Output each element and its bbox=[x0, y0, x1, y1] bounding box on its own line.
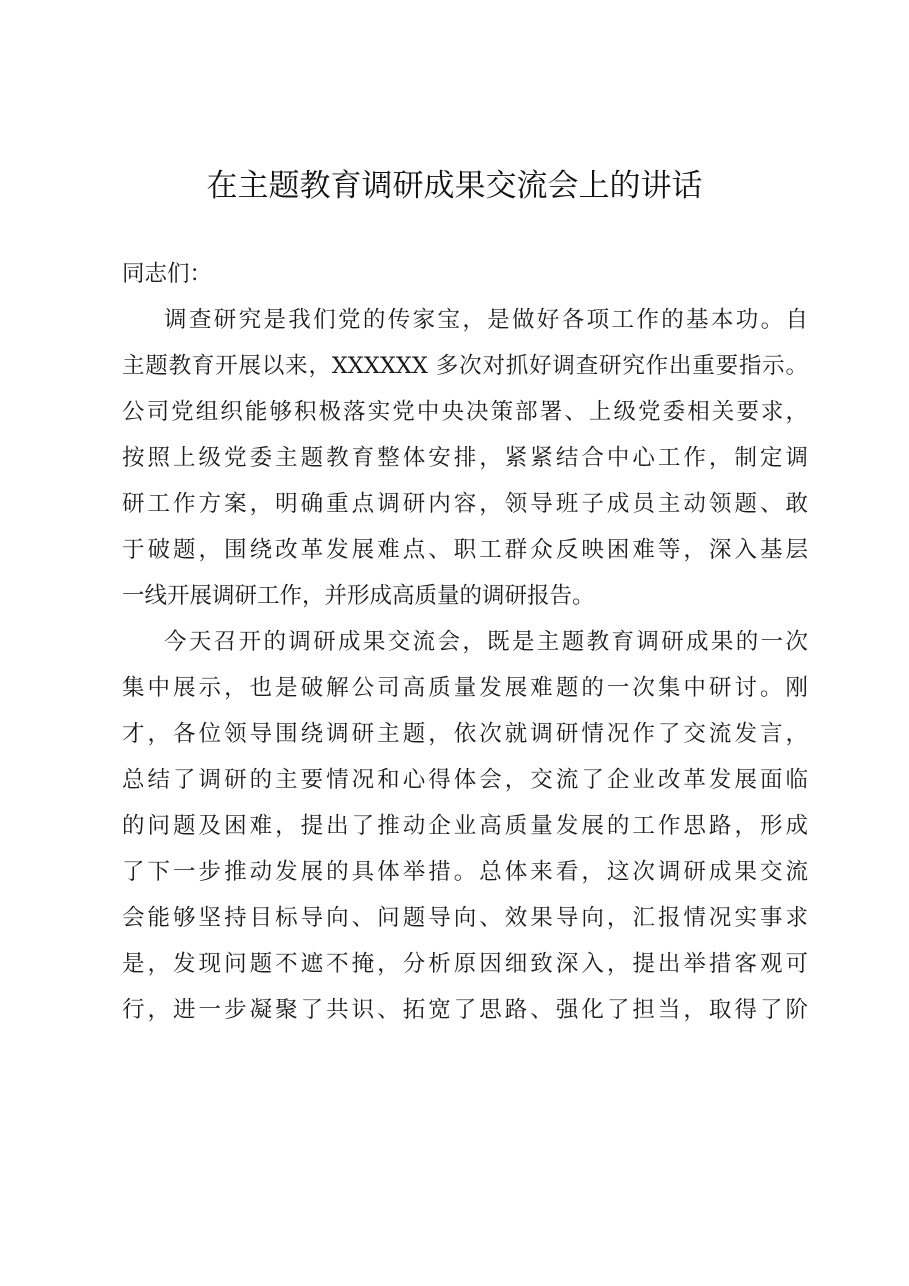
document-body bbox=[122, 251, 808, 1079]
paragraph-line: 的问题及困难，提出了推动企业高质量发展的工作思路，形成 bbox=[122, 813, 808, 839]
paragraph-line: 公司党组织能够积极落实党中央决策部署、上级党委相关要求， bbox=[122, 399, 808, 425]
paragraph-line: 调查研究是我们党的传家宝，是做好各项工作的基本功。自 bbox=[164, 307, 808, 333]
paragraph-line: 今天召开的调研成果交流会，既是主题教育调研成果的一次 bbox=[164, 629, 808, 655]
paragraph-line: 一线开展调研工作，并形成高质量的调研报告。 bbox=[122, 583, 595, 609]
paragraph-line: 主题教育开展以来，XXXXXX 多次对抓好调查研究作出重要指示。 bbox=[122, 353, 808, 379]
paragraph-line: 行，进一步凝聚了共识、拓宽了思路、强化了担当，取得了阶 bbox=[122, 997, 808, 1023]
paragraph-line: 按照上级党委主题教育整体安排，紧紧结合中心工作，制定调 bbox=[122, 445, 808, 471]
paragraph-2 bbox=[122, 619, 808, 1079]
paragraph-line: 会能够坚持目标导向、问题导向、效果导向，汇报情况实事求 bbox=[122, 905, 808, 931]
document-title: 在主题教育调研成果交流会上的讲话 bbox=[206, 168, 703, 204]
paragraph-line bbox=[122, 1033, 808, 1079]
paragraph-1 bbox=[122, 297, 808, 619]
paragraph-line: 集中展示，也是破解公司高质量发展难题的一次集中研讨。刚 bbox=[122, 675, 808, 701]
paragraph-line: 研工作方案，明确重点调研内容，领导班子成员主动领题、敢 bbox=[122, 491, 808, 517]
paragraph-line: 了下一步推动发展的具体举措。总体来看，这次调研成果交流 bbox=[122, 859, 808, 885]
paragraph-line: 于破题，围绕改革发展难点、职工群众反映困难等，深入基层 bbox=[122, 537, 808, 563]
paragraph-line: 是，发现问题不遮不掩，分析原因细致深入，提出举措客观可 bbox=[122, 951, 808, 977]
salutation: 同志们： bbox=[122, 261, 213, 287]
paragraph-line: 总结了调研的主要情况和心得体会，交流了企业改革发展面临 bbox=[122, 767, 808, 793]
paragraph-line: 才，各位领导围绕调研主题，依次就调研情况作了交流发言， bbox=[122, 721, 808, 747]
